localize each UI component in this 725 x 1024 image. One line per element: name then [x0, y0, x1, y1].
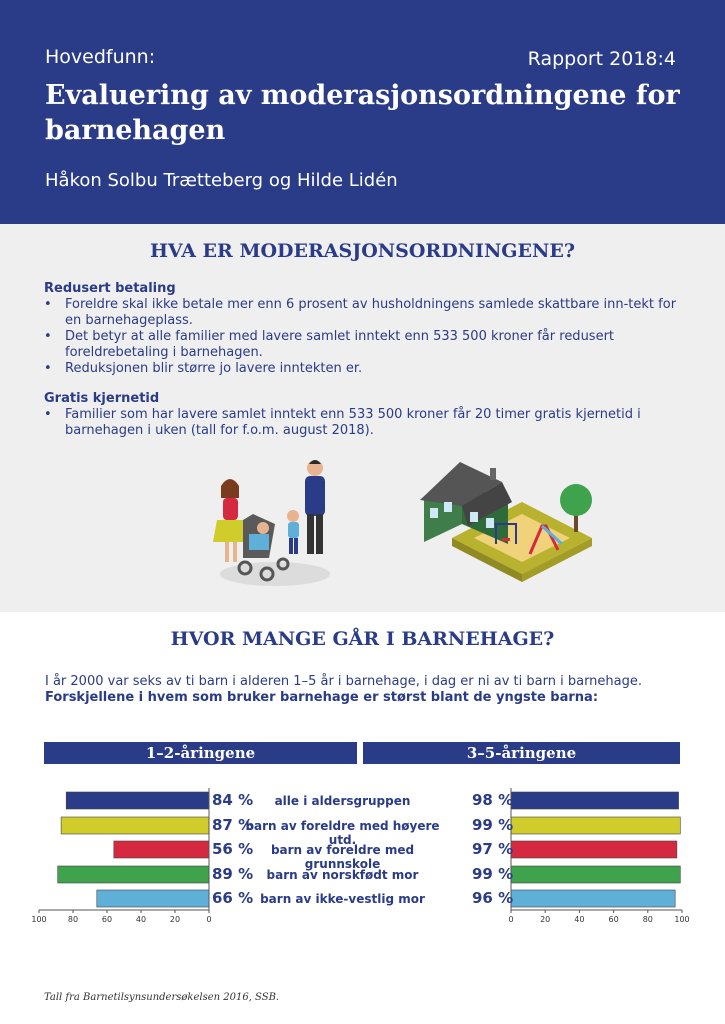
report-number: Rapport 2018:4: [527, 48, 676, 70]
value-label-right: 98 %: [472, 791, 514, 809]
left-tick-label: 20: [169, 915, 181, 924]
right-tick-label: 20: [540, 915, 551, 924]
kindergarten-illustration: [412, 460, 602, 600]
bar-right-4: [511, 890, 675, 907]
bar-left-2: [114, 841, 209, 858]
bar-right-3: [511, 866, 680, 883]
bar-right-0: [511, 792, 679, 809]
value-label-left: 56 %: [212, 840, 254, 858]
free-core-time-list: [44, 407, 684, 439]
band-1-2-years: 1–2-åringene: [44, 742, 357, 764]
bar-left-0: [66, 792, 209, 809]
value-label-right: 99 %: [472, 816, 514, 834]
right-tick-label: 0: [508, 915, 514, 924]
left-tick-label: 60: [101, 915, 113, 924]
header-banner: [0, 0, 725, 224]
value-label-right: 96 %: [472, 889, 514, 907]
value-label-left: 87 %: [212, 816, 254, 834]
band-3-5-years: 3–5-åringene: [363, 742, 680, 764]
attendance-intro: [45, 674, 695, 706]
list-item: • Familier som har lavere samlet inntekt enn 533 500 kroner får 20 timer gratis kjernetid i barnehagen i uken (tall for f.o.m. august 2018).: [44, 407, 684, 439]
category-label: barn av foreldre med høyere utd.: [245, 819, 440, 847]
section-title-attendance: HVOR MANGE GÅR I BARNEHAGE?: [170, 628, 555, 650]
right-tick-label: 40: [574, 915, 585, 924]
bar-left-3: [58, 866, 209, 883]
source-note: Tall fra Barnetilsynsundersøkelsen 2016, SSB.: [44, 992, 280, 1003]
intro-text: I år 2000 var seks av ti barn i alderen 1–5 år i barnehage, i dag er ni av ti barn i barnehage.: [45, 674, 643, 689]
bar-right-2: [511, 841, 677, 858]
reduced-payment-list: [44, 297, 684, 377]
value-label-left: 66 %: [212, 889, 254, 907]
left-tick-label: 0: [206, 915, 212, 924]
kicker: Hovedfunn:: [45, 46, 156, 68]
moderation-section: [0, 224, 725, 612]
list-item: • Foreldre skal ikke betale mer enn 6 prosent av husholdningens samlede skattbare inn-tekt for en barnehageplass.: [44, 297, 684, 329]
bar-right-1: [511, 817, 680, 834]
left-tick-label: 40: [135, 915, 147, 924]
category-label: barn av foreldre med grunnskole: [270, 843, 415, 871]
right-tick-label: 60: [608, 915, 619, 924]
right-tick-label: 80: [642, 915, 653, 924]
authors: Håkon Solbu Trætteberg og Hilde Lidén: [45, 170, 398, 191]
section-title-moderation: HVA ER MODERASJONSORDNINGENE?: [149, 240, 575, 262]
free-core-time-heading: Gratis kjernetid: [44, 391, 160, 406]
value-label-right: 97 %: [472, 840, 514, 858]
category-label: barn av ikke-vestlig mor: [260, 892, 425, 906]
family-illustration: [205, 456, 345, 596]
value-label-right: 99 %: [472, 865, 514, 883]
bar-left-4: [97, 890, 209, 907]
category-label: alle i aldersgruppen: [274, 794, 411, 808]
page-title: Evaluering av moderasjonsordningene for barnehagen: [45, 80, 680, 146]
bar-left-1: [61, 817, 209, 834]
value-label-left: 89 %: [212, 865, 254, 883]
reduced-payment-heading: Redusert betaling: [44, 281, 176, 296]
list-item: • Reduksjonen blir større jo lavere inntekten er.: [44, 361, 684, 377]
intro-bold-text: Forskjellene i hvem som bruker barnehage er størst blant de yngste barna:: [45, 690, 599, 705]
right-tick-label: 100: [674, 915, 690, 924]
value-label-left: 84 %: [212, 791, 254, 809]
list-item: • Det betyr at alle familier med lavere samlet inntekt enn 533 500 kroner får redusert foreldrebetaling i barnehagen.: [44, 329, 684, 361]
category-label: barn av norskfødt mor: [266, 868, 419, 882]
left-tick-label: 100: [31, 915, 47, 924]
left-tick-label: 80: [67, 915, 79, 924]
